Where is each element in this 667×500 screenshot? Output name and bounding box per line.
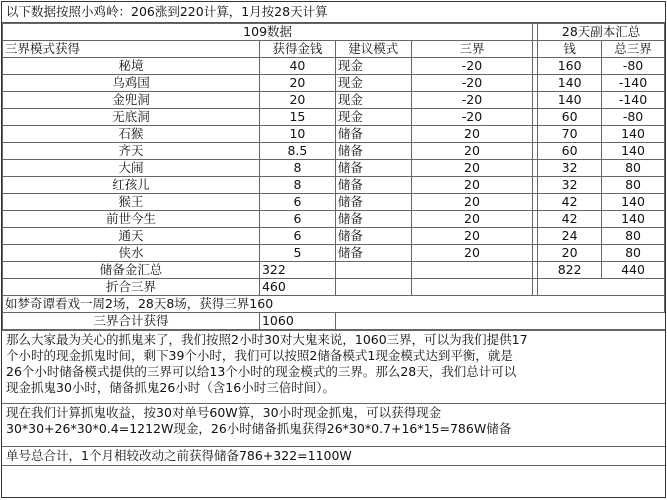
empty-cell — [335, 262, 411, 279]
row-money: 70 — [538, 126, 602, 143]
dream-row — [3, 296, 665, 313]
col-header-suggested-mode: 建议模式 — [335, 41, 411, 58]
row-sanjie: -20 — [411, 92, 532, 109]
row-sanjie: 20 — [411, 228, 532, 245]
sheet-title: 以下数据按照小鸡岭：206涨到220计算，1月按28天计算 — [2, 2, 665, 23]
paragraph-line: 现在我们计算抓鬼收益，按30对单号60W算，30小时现金抓鬼，可以获得现金 — [6, 405, 442, 420]
column-header-row — [3, 41, 665, 58]
row-money: 32 — [538, 177, 602, 194]
row-sanjie: 20 — [411, 160, 532, 177]
row-name: 侠水 — [3, 245, 260, 262]
row-total: 80 — [602, 160, 665, 177]
empty-cell — [335, 279, 411, 296]
row-mode: 储备 — [335, 126, 411, 143]
row-total: 140 — [602, 211, 665, 228]
row-name: 通天 — [3, 228, 260, 245]
row-name: 大闹 — [3, 160, 260, 177]
row-total: 80 — [602, 177, 665, 194]
total-row — [3, 313, 665, 330]
row-money: 42 — [538, 194, 602, 211]
row-total: 80 — [602, 228, 665, 245]
convert-label: 折合三界 — [3, 279, 260, 296]
left-header: 109数据 — [3, 24, 533, 41]
row-sanjie: 20 — [411, 245, 532, 262]
row-total: -140 — [602, 75, 665, 92]
row-sanjie: 20 — [411, 177, 532, 194]
row-gain: 20 — [259, 92, 335, 109]
row-name: 红孩儿 — [3, 177, 260, 194]
col-header-money: 钱 — [538, 41, 602, 58]
right-header: 28天副本汇总 — [538, 24, 665, 41]
table-row — [3, 194, 665, 211]
dream-text: 如梦奇谭看戏一周2场，28天8场，获得三界160 — [3, 296, 665, 313]
reserve-value: 322 — [259, 262, 335, 279]
row-money: 42 — [538, 211, 602, 228]
row-total: 140 — [602, 143, 665, 160]
col-header-sanjie: 三界 — [411, 41, 532, 58]
row-mode: 储备 — [335, 177, 411, 194]
paragraph-income — [2, 403, 665, 438]
row-gain: 20 — [259, 75, 335, 92]
row-gain: 8 — [259, 160, 335, 177]
row-sanjie: -20 — [411, 75, 532, 92]
header-group-row — [3, 24, 665, 41]
row-sanjie: 20 — [411, 211, 532, 228]
row-gain: 6 — [259, 228, 335, 245]
row-money: 140 — [538, 75, 602, 92]
row-name: 秘境 — [3, 58, 260, 75]
row-mode: 储备 — [335, 228, 411, 245]
paragraph-line: 26个小时储备模式提供的三界可以给13个小时的现金模式的三界。那么28天，我们总计可以 — [6, 364, 517, 379]
row-name: 前世今生 — [3, 211, 260, 228]
table-row — [3, 228, 665, 245]
row-sanjie: 20 — [411, 143, 532, 160]
total-label: 三界合计获得 — [3, 313, 260, 330]
empty-cell — [411, 262, 532, 279]
col-header-money-gain: 获得金钱 — [259, 41, 335, 58]
row-money: 20 — [538, 245, 602, 262]
reserve-total: 440 — [602, 262, 665, 279]
row-mode: 储备 — [335, 245, 411, 262]
paragraph-total — [2, 446, 665, 466]
row-money: 160 — [538, 58, 602, 75]
row-gain: 10 — [259, 126, 335, 143]
paragraph-ghost-hunting — [2, 330, 665, 397]
row-total: 140 — [602, 126, 665, 143]
row-mode: 储备 — [335, 194, 411, 211]
data-table — [2, 23, 665, 330]
table-row — [3, 109, 665, 126]
row-total: -80 — [602, 109, 665, 126]
row-mode: 现金 — [335, 109, 411, 126]
row-total: 80 — [602, 245, 665, 262]
col-header-total-sanjie: 总三界 — [602, 41, 665, 58]
table-row — [3, 160, 665, 177]
reserve-summary-row — [3, 262, 665, 279]
row-sanjie: -20 — [411, 58, 532, 75]
row-name: 猴王 — [3, 194, 260, 211]
paragraph-line: 30*30+26*30*0.4=1212W现金，26小时储备抓鬼获得26*30*0.7+16*15=786W储备 — [6, 421, 512, 436]
table-row — [3, 75, 665, 92]
reserve-money: 822 — [538, 262, 602, 279]
row-money: 60 — [538, 143, 602, 160]
row-money: 140 — [538, 92, 602, 109]
row-sanjie: 20 — [411, 194, 532, 211]
row-gain: 8 — [259, 177, 335, 194]
table-row — [3, 92, 665, 109]
row-name: 乌鸡国 — [3, 75, 260, 92]
empty-cell — [335, 313, 664, 330]
row-total: -80 — [602, 58, 665, 75]
row-money: 24 — [538, 228, 602, 245]
row-money: 60 — [538, 109, 602, 126]
table-row — [3, 126, 665, 143]
reserve-label: 储备金汇总 — [3, 262, 260, 279]
spreadsheet — [1, 1, 666, 498]
table-row — [3, 245, 665, 262]
paragraph-line: 那么大家最为关心的抓鬼来了，我们按照2小时30对大鬼来说，1060三界，可以为我们提供17 — [6, 332, 528, 347]
row-mode: 储备 — [335, 160, 411, 177]
empty-cell — [538, 279, 665, 296]
paragraph-line: 个小时的现金抓鬼时间，剩下39个小时，我们可以按照2储备模式1现金模式达到平衡，就是 — [6, 348, 513, 363]
convert-value: 460 — [259, 279, 335, 296]
row-mode: 现金 — [335, 58, 411, 75]
row-sanjie: -20 — [411, 109, 532, 126]
empty-cell — [411, 279, 532, 296]
row-name: 石猴 — [3, 126, 260, 143]
row-name: 金兜洞 — [3, 92, 260, 109]
row-mode: 现金 — [335, 75, 411, 92]
row-mode: 现金 — [335, 92, 411, 109]
row-gain: 6 — [259, 211, 335, 228]
table-row — [3, 143, 665, 160]
paragraph-line: 现金抓鬼30小时，储备抓鬼26小时（含16小时三倍时间）。 — [6, 380, 335, 395]
row-gain: 8.5 — [259, 143, 335, 160]
row-mode: 储备 — [335, 211, 411, 228]
row-sanjie: 20 — [411, 126, 532, 143]
row-gain: 15 — [259, 109, 335, 126]
row-gain: 5 — [259, 245, 335, 262]
row-total: 140 — [602, 194, 665, 211]
table-row — [3, 58, 665, 75]
row-gain: 40 — [259, 58, 335, 75]
paragraph-line: 单号总合计，1个月相较改动之前获得储备786+322=1100W — [6, 448, 352, 463]
table-row — [3, 177, 665, 194]
total-value: 1060 — [259, 313, 335, 330]
row-name: 齐天 — [3, 143, 260, 160]
convert-row — [3, 279, 665, 296]
row-mode: 储备 — [335, 143, 411, 160]
row-name: 无底洞 — [3, 109, 260, 126]
table-row — [3, 211, 665, 228]
col-header-mode-gain: 三界模式获得 — [3, 41, 260, 58]
row-money: 32 — [538, 160, 602, 177]
row-gain: 6 — [259, 194, 335, 211]
row-total: -140 — [602, 92, 665, 109]
